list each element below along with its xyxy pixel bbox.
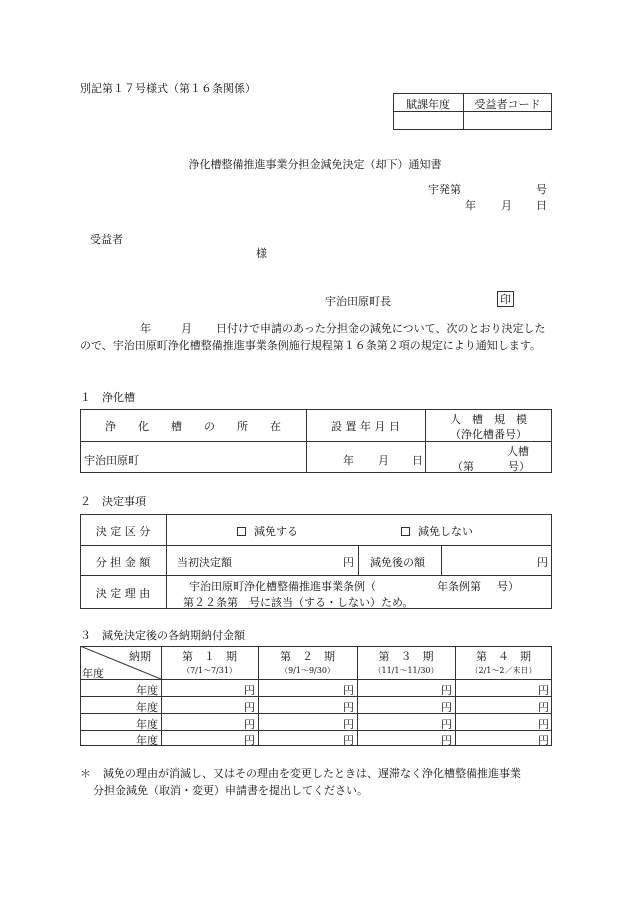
seal-mark: 印 — [497, 291, 514, 307]
reason-line1-b: 年条例第 — [437, 580, 481, 593]
sender-name: 宇治田原町長 — [325, 295, 391, 308]
table-cell-yen: 円 — [538, 734, 549, 747]
fiscal-year-header: 賦課年度 — [406, 98, 450, 111]
issue-prefix: 宇発第 — [428, 183, 461, 196]
table-cell-yen: 円 — [441, 734, 452, 747]
amount-label: 分 担 金 額 — [95, 556, 151, 569]
period-2-name: 第 ２ 期 — [280, 650, 335, 663]
location-value: 宇治田原町 — [84, 454, 139, 467]
table-row-year: 年度 — [136, 734, 158, 747]
period-4-range: （2/1～2／末日） — [470, 666, 537, 675]
period-1-range: （7/1～7/31） — [182, 666, 237, 675]
section2-heading: ２ 決定事項 — [80, 495, 146, 508]
table-row-year: 年度 — [136, 684, 158, 697]
period-4-name: 第 ４ 期 — [476, 650, 531, 663]
install-year-unit: 年 — [343, 454, 354, 467]
period-3-range: （11/1～11/30） — [373, 666, 439, 675]
scale-header: 人 槽 規 模 — [450, 413, 527, 426]
tank-number-close: 号） — [508, 460, 530, 473]
initial-amount-label: 当初決定額 — [177, 556, 232, 569]
table-cell-yen: 円 — [343, 718, 354, 731]
table-cell-yen: 円 — [244, 701, 255, 714]
document-title: 浄化槽整備推進事業分担金減免決定（却下）通知書 — [188, 158, 442, 171]
table-cell-yen: 円 — [343, 701, 354, 714]
date-day: 日 — [536, 199, 547, 212]
corner-year-label: 年度 — [82, 667, 104, 680]
exempt-option[interactable]: 減免する — [237, 523, 298, 539]
decision-type-label: 決 定 区 分 — [95, 525, 151, 538]
recipient-honorific: 様 — [256, 247, 267, 260]
table-cell-yen: 円 — [538, 701, 549, 714]
exempt-checkbox[interactable] — [237, 527, 246, 536]
date-year: 年 — [465, 199, 476, 212]
body-paragraph: 年 月 日付けで申請のあった分担金の減免について、次のとおり決定したので、宇治田原町浄化槽整備推進事業条例施行規程第１６条第２項の規定により通知します。 — [80, 322, 546, 352]
date-month: 月 — [501, 199, 512, 212]
note-mark: ＊ — [80, 767, 91, 780]
tank-number-header: （浄化槽番号） — [450, 428, 527, 441]
reason-label: 決 定 理 由 — [95, 587, 151, 600]
install-date-header: 設 置 年 月 日 — [331, 420, 400, 433]
table-cell-yen: 円 — [244, 718, 255, 731]
section1-heading: １ 浄化槽 — [80, 391, 135, 404]
table-row-year: 年度 — [136, 718, 158, 731]
table-cell-yen: 円 — [244, 684, 255, 697]
note-line2: 分担金減免（取消・変更）申請書を提出してください。 — [93, 784, 368, 797]
not-exempt-checkbox[interactable] — [401, 527, 410, 536]
section3-heading: ３ 減免決定後の各納期納付金額 — [80, 629, 245, 642]
reason-line2: 第２２条第 号に該当（する・しない）ため。 — [183, 596, 414, 609]
recipient-label: 受益者 — [90, 233, 123, 246]
table-row-year: 年度 — [136, 701, 158, 714]
install-day-unit: 日 — [412, 454, 423, 467]
period-2-range: （9/1～9/30） — [280, 666, 335, 675]
table-cell-yen: 円 — [343, 734, 354, 747]
tank-number-open: （第 — [452, 460, 474, 473]
table-cell-yen: 円 — [441, 718, 452, 731]
period-1-name: 第 １ 期 — [182, 650, 237, 663]
period-3-name: 第 ３ 期 — [378, 650, 434, 663]
table-cell-yen: 円 — [441, 684, 452, 697]
table-cell-yen: 円 — [343, 684, 354, 697]
table-cell-yen: 円 — [244, 734, 255, 747]
install-month-unit: 月 — [378, 454, 389, 467]
capacity-unit: 人槽 — [507, 445, 529, 458]
table-cell-yen: 円 — [538, 718, 549, 731]
location-header: 浄 化 槽 の 所 在 — [105, 420, 281, 433]
note-line1: 減免の理由が消滅し、又はその理由を変更したときは、遅滞なく浄化槽整備推進事業 — [103, 767, 521, 780]
form-label: 別記第１７号様式（第１６条関係） — [80, 82, 256, 95]
table-cell-yen: 円 — [538, 684, 549, 697]
reason-line1-c: 号） — [497, 580, 519, 593]
initial-amount-yen: 円 — [343, 556, 354, 569]
table-cell-yen: 円 — [441, 701, 452, 714]
reason-line1-a: 宇治田原町浄化槽整備推進事業条例（ — [189, 580, 376, 593]
after-amount-yen: 円 — [537, 556, 548, 569]
after-amount-label: 減免後の額 — [370, 556, 425, 569]
issue-suffix: 号 — [536, 183, 547, 196]
not-exempt-option[interactable]: 減免しない — [401, 523, 473, 539]
beneficiary-code-header: 受益者コード — [474, 98, 541, 111]
corner-period-label: 納期 — [129, 650, 151, 663]
